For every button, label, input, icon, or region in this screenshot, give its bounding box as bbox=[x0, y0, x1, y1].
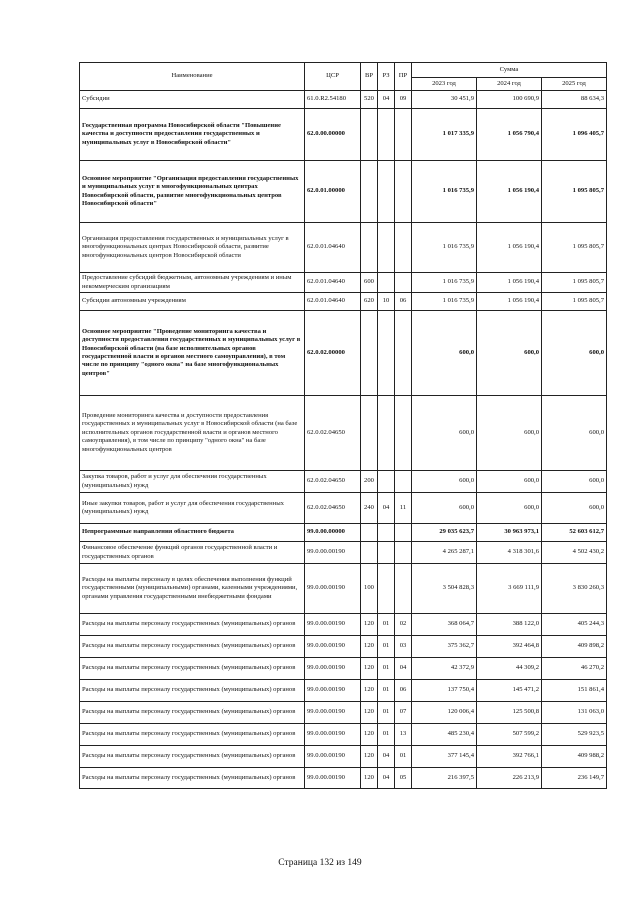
row-name: Проведение мониторинга качества и доступности предоставления государственных и муниципальных услуг в Новосибирской области (на базе исполнительных органов государственной власти и органов местного самоуправления), в том числе по принципу "одного окна" на базе многофункциональных центров bbox=[80, 396, 305, 471]
table-row bbox=[80, 702, 607, 724]
table-row bbox=[80, 471, 607, 493]
row-csr: 99.0.00.00190 bbox=[305, 542, 361, 564]
row-csr: 62.0.02.04650 bbox=[305, 396, 361, 471]
row-name: Финансовое обеспечение функций органов государственной власти и государственных органов bbox=[80, 542, 305, 564]
row-pr bbox=[395, 542, 412, 564]
row-rz: 04 bbox=[378, 768, 395, 789]
row-amount-2023: 3 504 828,3 bbox=[412, 564, 477, 614]
row-pr: 13 bbox=[395, 724, 412, 746]
row-rz bbox=[378, 542, 395, 564]
row-pr bbox=[395, 564, 412, 614]
row-rz: 04 bbox=[378, 746, 395, 768]
row-vr: 600 bbox=[361, 273, 378, 293]
row-name: Субсидии bbox=[80, 91, 305, 109]
header-sum: Сумма bbox=[412, 63, 607, 78]
row-pr: 04 bbox=[395, 658, 412, 680]
row-vr bbox=[361, 223, 378, 273]
table-row bbox=[80, 311, 607, 396]
row-name: Предоставление субсидий бюджетным, автономным учреждениям и иным некоммерческим организациям bbox=[80, 273, 305, 293]
row-rz bbox=[378, 161, 395, 223]
row-name: Основное мероприятие "Организация предоставления государственных и муниципальных услуг в многофункциональных центрах Новосибирской области, развитие многофункциональных центров Новосибирской области" bbox=[80, 161, 305, 223]
row-amount-2025: 4 502 430,2 bbox=[542, 542, 607, 564]
row-amount-2025: 529 923,5 bbox=[542, 724, 607, 746]
row-csr: 99.0.00.00190 bbox=[305, 702, 361, 724]
row-amount-2023: 600,0 bbox=[412, 493, 477, 524]
row-name: Расходы на выплаты персоналу государственных (муниципальных) органов bbox=[80, 768, 305, 789]
row-vr bbox=[361, 161, 378, 223]
row-rz: 04 bbox=[378, 91, 395, 109]
row-amount-2023: 1 016 735,9 bbox=[412, 273, 477, 293]
row-rz: 01 bbox=[378, 724, 395, 746]
header-pr: ПР bbox=[395, 63, 412, 91]
row-vr: 120 bbox=[361, 614, 378, 636]
page-footer: Страница 132 из 149 bbox=[278, 858, 362, 868]
row-amount-2024: 1 056 190,4 bbox=[477, 293, 542, 311]
table-row bbox=[80, 273, 607, 293]
row-amount-2023: 368 064,7 bbox=[412, 614, 477, 636]
row-vr: 240 bbox=[361, 493, 378, 524]
row-csr: 99.0.00.00190 bbox=[305, 724, 361, 746]
row-amount-2024: 30 963 973,1 bbox=[477, 524, 542, 542]
header-rz: РЗ bbox=[378, 63, 395, 91]
row-csr: 99.0.00.00190 bbox=[305, 658, 361, 680]
table-row bbox=[80, 564, 607, 614]
row-amount-2023: 4 265 287,1 bbox=[412, 542, 477, 564]
row-vr: 120 bbox=[361, 680, 378, 702]
header-year-2023: 2023 год bbox=[412, 78, 477, 91]
row-rz bbox=[378, 524, 395, 542]
table-row bbox=[80, 161, 607, 223]
row-name: Иные закупки товаров, работ и услуг для обеспечения государственных (муниципальных) нужд bbox=[80, 493, 305, 524]
row-amount-2025: 52 603 612,7 bbox=[542, 524, 607, 542]
row-csr: 99.0.00.00190 bbox=[305, 768, 361, 789]
row-pr: 09 bbox=[395, 91, 412, 109]
header-csr: ЦСР bbox=[305, 63, 361, 91]
table-row bbox=[80, 396, 607, 471]
row-amount-2024: 226 213,9 bbox=[477, 768, 542, 789]
row-amount-2024: 3 669 111,9 bbox=[477, 564, 542, 614]
row-amount-2024: 44 309,2 bbox=[477, 658, 542, 680]
row-amount-2024: 388 122,0 bbox=[477, 614, 542, 636]
row-amount-2023: 375 362,7 bbox=[412, 636, 477, 658]
row-rz: 01 bbox=[378, 614, 395, 636]
row-name: Закупка товаров, работ и услуг для обеспечения государственных (муниципальных) нужд bbox=[80, 471, 305, 493]
row-pr: 07 bbox=[395, 702, 412, 724]
row-csr: 62.0.02.04650 bbox=[305, 493, 361, 524]
row-pr bbox=[395, 524, 412, 542]
header-year-2024: 2024 год bbox=[477, 78, 542, 91]
row-pr bbox=[395, 311, 412, 396]
row-amount-2024: 100 690,9 bbox=[477, 91, 542, 109]
row-amount-2024: 125 500,8 bbox=[477, 702, 542, 724]
row-amount-2024: 145 471,2 bbox=[477, 680, 542, 702]
row-vr: 120 bbox=[361, 724, 378, 746]
row-name: Основное мероприятие "Проведение мониторинга качества и доступности предоставления государственных и муниципальных услуг в Новосибирской области (на базе исполнительных органов государственной власти и органов местного самоуправления), в том числе по принципу "одного окна" на базе многофункциональных центров" bbox=[80, 311, 305, 396]
row-amount-2024: 392 766,1 bbox=[477, 746, 542, 768]
row-name: Расходы на выплаты персоналу государственных (муниципальных) органов bbox=[80, 702, 305, 724]
row-amount-2024: 1 056 190,4 bbox=[477, 223, 542, 273]
row-amount-2024: 600,0 bbox=[477, 311, 542, 396]
row-pr: 06 bbox=[395, 680, 412, 702]
row-amount-2025: 88 634,3 bbox=[542, 91, 607, 109]
row-amount-2023: 1 017 335,9 bbox=[412, 109, 477, 161]
table-row bbox=[80, 91, 607, 109]
row-amount-2023: 29 035 623,7 bbox=[412, 524, 477, 542]
table-row bbox=[80, 614, 607, 636]
row-pr bbox=[395, 109, 412, 161]
row-amount-2025: 1 095 805,7 bbox=[542, 161, 607, 223]
row-amount-2023: 30 451,9 bbox=[412, 91, 477, 109]
row-vr bbox=[361, 396, 378, 471]
row-amount-2025: 1 095 805,7 bbox=[542, 293, 607, 311]
header-name: Наименование bbox=[80, 63, 305, 91]
row-amount-2025: 600,0 bbox=[542, 396, 607, 471]
row-csr: 62.0.01.00000 bbox=[305, 161, 361, 223]
table-row bbox=[80, 658, 607, 680]
row-vr: 520 bbox=[361, 91, 378, 109]
row-amount-2023: 1 016 735,9 bbox=[412, 293, 477, 311]
row-vr bbox=[361, 109, 378, 161]
row-csr: 99.0.00.00000 bbox=[305, 524, 361, 542]
row-name: Расходы на выплаты персоналу государственных (муниципальных) органов bbox=[80, 614, 305, 636]
row-csr: 99.0.00.00190 bbox=[305, 614, 361, 636]
row-csr: 62.0.02.00000 bbox=[305, 311, 361, 396]
row-pr: 03 bbox=[395, 636, 412, 658]
row-rz: 01 bbox=[378, 680, 395, 702]
row-vr bbox=[361, 524, 378, 542]
row-pr bbox=[395, 223, 412, 273]
table-row bbox=[80, 109, 607, 161]
row-csr: 62.0.00.00000 bbox=[305, 109, 361, 161]
row-amount-2023: 137 750,4 bbox=[412, 680, 477, 702]
row-vr: 120 bbox=[361, 768, 378, 789]
row-amount-2024: 600,0 bbox=[477, 493, 542, 524]
row-amount-2025: 131 063,0 bbox=[542, 702, 607, 724]
row-name: Расходы на выплаты персоналу в целях обеспечения выполнения функций государственными (муниципальными) органами, казенными учреждениями, органами управления государственными внебюджетными фондами bbox=[80, 564, 305, 614]
row-csr: 62.0.01.04640 bbox=[305, 293, 361, 311]
row-pr bbox=[395, 471, 412, 493]
row-pr: 02 bbox=[395, 614, 412, 636]
row-vr: 120 bbox=[361, 658, 378, 680]
row-name: Субсидии автономным учреждениям bbox=[80, 293, 305, 311]
row-name: Государственная программа Новосибирской области "Повышение качества и доступности предоставления государственных и муниципальных услуг в Новосибирской области" bbox=[80, 109, 305, 161]
row-rz bbox=[378, 396, 395, 471]
row-amount-2025: 46 270,2 bbox=[542, 658, 607, 680]
row-rz: 01 bbox=[378, 658, 395, 680]
row-name: Расходы на выплаты персоналу государственных (муниципальных) органов bbox=[80, 724, 305, 746]
row-csr: 62.0.02.04650 bbox=[305, 471, 361, 493]
table-row bbox=[80, 636, 607, 658]
row-amount-2024: 1 056 790,4 bbox=[477, 109, 542, 161]
row-amount-2025: 3 830 260,3 bbox=[542, 564, 607, 614]
row-amount-2024: 1 056 190,4 bbox=[477, 161, 542, 223]
table-body bbox=[80, 91, 607, 789]
row-amount-2025: 600,0 bbox=[542, 471, 607, 493]
table-row bbox=[80, 293, 607, 311]
table-row bbox=[80, 223, 607, 273]
budget-sheet bbox=[79, 62, 606, 789]
row-vr: 120 bbox=[361, 702, 378, 724]
row-rz bbox=[378, 109, 395, 161]
row-vr: 620 bbox=[361, 293, 378, 311]
row-amount-2023: 600,0 bbox=[412, 471, 477, 493]
row-amount-2023: 1 016 735,9 bbox=[412, 223, 477, 273]
row-csr: 62.0.01.04640 bbox=[305, 273, 361, 293]
row-amount-2025: 1 095 805,7 bbox=[542, 273, 607, 293]
row-amount-2024: 600,0 bbox=[477, 471, 542, 493]
row-name: Расходы на выплаты персоналу государственных (муниципальных) органов bbox=[80, 658, 305, 680]
table-row bbox=[80, 724, 607, 746]
table-row bbox=[80, 524, 607, 542]
row-vr: 120 bbox=[361, 746, 378, 768]
row-amount-2025: 405 244,3 bbox=[542, 614, 607, 636]
row-pr: 05 bbox=[395, 768, 412, 789]
row-amount-2025: 600,0 bbox=[542, 493, 607, 524]
row-csr: 99.0.00.00190 bbox=[305, 636, 361, 658]
row-rz: 04 bbox=[378, 493, 395, 524]
row-name: Организация предоставления государственных и муниципальных услуг в многофункциональных центрах Новосибирской области, развитие многофункциональных центров Новосибирской области bbox=[80, 223, 305, 273]
table-row bbox=[80, 768, 607, 789]
row-csr: 99.0.00.00190 bbox=[305, 680, 361, 702]
row-rz bbox=[378, 223, 395, 273]
row-amount-2023: 216 397,5 bbox=[412, 768, 477, 789]
row-name: Расходы на выплаты персоналу государственных (муниципальных) органов bbox=[80, 680, 305, 702]
row-amount-2024: 4 318 301,6 bbox=[477, 542, 542, 564]
row-amount-2023: 42 372,9 bbox=[412, 658, 477, 680]
row-amount-2025: 151 861,4 bbox=[542, 680, 607, 702]
row-amount-2023: 1 016 735,9 bbox=[412, 161, 477, 223]
row-amount-2025: 1 095 805,7 bbox=[542, 223, 607, 273]
header-vr: ВР bbox=[361, 63, 378, 91]
budget-table bbox=[79, 62, 607, 789]
row-amount-2023: 377 145,4 bbox=[412, 746, 477, 768]
row-amount-2025: 236 149,7 bbox=[542, 768, 607, 789]
header-year-2025: 2025 год bbox=[542, 78, 607, 91]
row-rz: 01 bbox=[378, 636, 395, 658]
table-row bbox=[80, 680, 607, 702]
row-csr: 61.0.R2.54180 bbox=[305, 91, 361, 109]
row-rz bbox=[378, 564, 395, 614]
row-vr bbox=[361, 311, 378, 396]
row-rz bbox=[378, 273, 395, 293]
row-pr: 06 bbox=[395, 293, 412, 311]
row-amount-2024: 392 464,8 bbox=[477, 636, 542, 658]
row-rz: 01 bbox=[378, 702, 395, 724]
row-amount-2023: 120 006,4 bbox=[412, 702, 477, 724]
row-pr: 11 bbox=[395, 493, 412, 524]
row-rz bbox=[378, 471, 395, 493]
row-amount-2024: 507 599,2 bbox=[477, 724, 542, 746]
row-csr: 99.0.00.00190 bbox=[305, 746, 361, 768]
row-amount-2025: 409 988,2 bbox=[542, 746, 607, 768]
row-csr: 62.0.01.04640 bbox=[305, 223, 361, 273]
row-vr: 200 bbox=[361, 471, 378, 493]
row-amount-2025: 600,0 bbox=[542, 311, 607, 396]
row-pr: 01 bbox=[395, 746, 412, 768]
row-amount-2023: 600,0 bbox=[412, 396, 477, 471]
row-vr bbox=[361, 542, 378, 564]
row-name: Расходы на выплаты персоналу государственных (муниципальных) органов bbox=[80, 746, 305, 768]
row-amount-2024: 1 056 190,4 bbox=[477, 273, 542, 293]
row-csr: 99.0.00.00190 bbox=[305, 564, 361, 614]
row-amount-2024: 600,0 bbox=[477, 396, 542, 471]
row-amount-2025: 1 096 405,7 bbox=[542, 109, 607, 161]
table-row bbox=[80, 542, 607, 564]
row-rz: 10 bbox=[378, 293, 395, 311]
row-amount-2023: 485 230,4 bbox=[412, 724, 477, 746]
row-amount-2025: 409 898,2 bbox=[542, 636, 607, 658]
row-pr bbox=[395, 273, 412, 293]
row-rz bbox=[378, 311, 395, 396]
table-row bbox=[80, 493, 607, 524]
row-vr: 120 bbox=[361, 636, 378, 658]
row-pr bbox=[395, 161, 412, 223]
row-name: Непрограммные направления областного бюджета bbox=[80, 524, 305, 542]
row-amount-2023: 600,0 bbox=[412, 311, 477, 396]
table-row bbox=[80, 746, 607, 768]
row-name: Расходы на выплаты персоналу государственных (муниципальных) органов bbox=[80, 636, 305, 658]
row-pr bbox=[395, 396, 412, 471]
row-vr: 100 bbox=[361, 564, 378, 614]
